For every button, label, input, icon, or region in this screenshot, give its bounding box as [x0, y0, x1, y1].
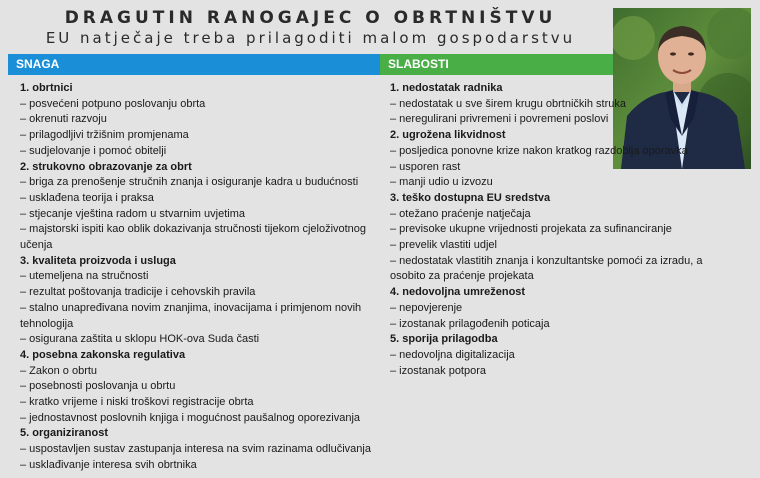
- section-title: 1. nedostatak radnika: [390, 82, 503, 94]
- list-item: – majstorski ispiti kao oblik dokazivanja stručnosti tijekom cjeloživotnog učenja: [20, 223, 367, 252]
- page-subtitle: EU natječaje treba prilagoditi malom gospodarstvu: [45, 29, 576, 47]
- list-item: – nedostatak vlastitih znanja i konzultantske pomoći za izradu, a osobito za praćenje projekata: [390, 254, 703, 283]
- list-item: – neregulirani privremeni i povremeni poslovi: [390, 113, 609, 126]
- list-item: – prevelik vlastiti udjel: [390, 239, 497, 252]
- list-item: – previsoke ukupne vrijednosti projekata za sufinanciranje: [390, 223, 672, 236]
- section-title: 3. teško dostupna EU sredstva: [390, 191, 551, 204]
- list-item: – Zakon o obrtu: [20, 364, 98, 377]
- list-item: – utemeljena na stručnosti: [20, 270, 149, 283]
- weaknesses-list: [390, 81, 735, 379]
- list-item: – jednostavnost poslovnih knjiga i mogućnost paušalnog oporezivanja: [20, 411, 361, 424]
- list-item: – sudjelovanje i pomoć obitelji: [20, 144, 167, 157]
- section-title: 5. organiziranost: [20, 427, 109, 440]
- list-item: – izostanak potpora: [390, 364, 487, 377]
- list-item: – kratko vrijeme i niski troškovi registracije obrta: [20, 396, 254, 409]
- section-title: 1. obrtnici: [20, 82, 73, 94]
- section-title: 4. posebna zakonska regulativa: [20, 348, 186, 361]
- list-item: – stalno unapređivana novim znanjima, inovacijama i primjenom novih tehnologija: [20, 301, 362, 330]
- weaknesses-header: SLABOSTI: [380, 54, 613, 75]
- list-item: – uspostavljen sustav zastupanja interesa na svim razinama odlučivanja: [20, 443, 371, 456]
- list-item: – osigurana zaštita u sklopu HOK-ova Suda časti: [20, 333, 260, 346]
- list-item: – posebnosti poslovanja u obrtu: [20, 380, 176, 393]
- list-item: – usklađivanje interesa svih obrtnika: [20, 458, 197, 471]
- list-item: – rezultat poštovanja tradicije i cehovskih pravila: [20, 286, 256, 299]
- list-item: – prilagodljivi tržišnim promjenama: [20, 129, 189, 142]
- section-title: 2. strukovno obrazovanje za obrt: [20, 160, 192, 173]
- list-item: – stjecanje vještina radom u stvarnim uvjetima: [20, 207, 245, 220]
- list-item: – posljedica ponovne krize nakon kratkog razdoblja oporavka: [390, 144, 688, 157]
- list-item: – otežano praćenje natječaja: [390, 207, 531, 220]
- strengths-list: [20, 81, 375, 474]
- list-item: – usporen rast: [390, 160, 461, 173]
- strengths-header: SNAGA: [8, 54, 380, 75]
- list-item: – okrenuti razvoju: [20, 113, 107, 126]
- list-item: – posvećeni potpuno poslovanju obrta: [20, 97, 206, 110]
- list-item: – manji udio u izvozu: [390, 176, 493, 189]
- page-title: DRAGUTIN RANOGAJEC O OBRTNIŠTVU: [64, 8, 557, 28]
- list-item: – briga za prenošenje stručnih znanja i osiguranje kadra u budućnosti: [20, 176, 359, 189]
- section-title: 2. ugrožena likvidnost: [390, 129, 506, 142]
- section-title: 3. kvaliteta proizvoda i usluga: [20, 254, 176, 267]
- list-item: – usklađena teorija i praksa: [20, 191, 154, 204]
- list-item: – nedovoljna digitalizacija: [390, 348, 515, 361]
- section-title: 4. nedovoljna umreženost: [390, 286, 526, 299]
- list-item: – nepovjerenje: [390, 301, 463, 314]
- list-item: – izostanak prilagođenih poticaja: [390, 317, 550, 330]
- list-item: – nedostatak u sve širem krugu obrtničkih struka: [390, 97, 627, 110]
- section-title: 5. sporija prilagodba: [390, 333, 498, 346]
